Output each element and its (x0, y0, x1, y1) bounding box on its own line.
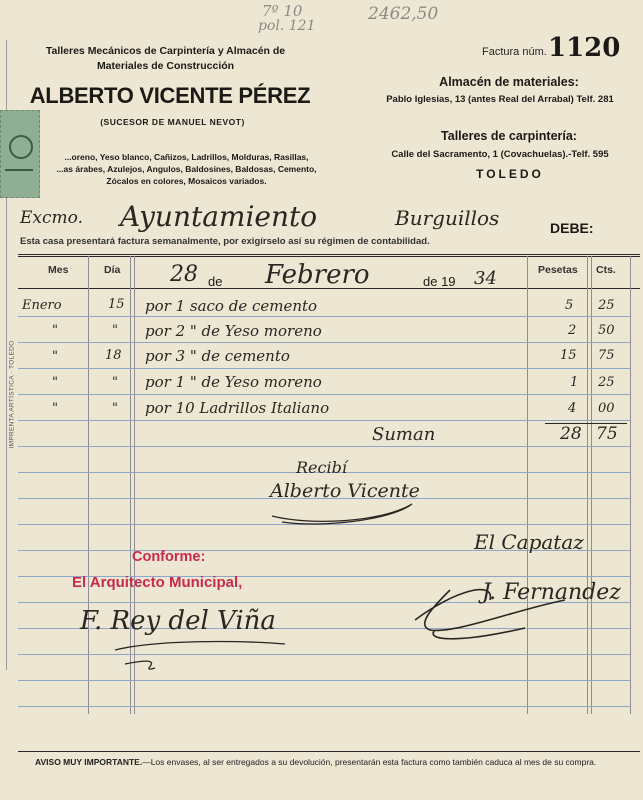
item-5-dia: " (112, 401, 118, 416)
table-top-rule (18, 254, 640, 255)
debe-label: DEBE: (550, 220, 594, 236)
stamp-conforme: Conforme: (132, 549, 206, 565)
side-print: IMPRENTA ARTÍSTICA · TOLEDO (8, 340, 16, 449)
workshop-address: Calle del Sacramento, 1 (Covachuelas).-Telf. 595 (391, 149, 609, 160)
footer-notice-bold: AVISO MUY IMPORTANTE. (35, 757, 143, 767)
item-3-desc: por 3 " de cemento (145, 347, 290, 365)
workshop-title: Talleres de carpintería: (441, 129, 577, 143)
header-line1: Talleres Mecánicos de Carpintería y Almacén de (45, 45, 286, 57)
table-top-rule-2 (18, 256, 640, 257)
successor-line: (SUCESOR DE MANUEL NEVOT) (100, 117, 245, 127)
col-header-cts: Cts. (596, 264, 616, 276)
item-4-desc: por 1 " de Yeso moreno (145, 373, 322, 391)
ledger-line (18, 680, 630, 681)
col-header-pesetas: Pesetas (538, 264, 578, 276)
total-cts: 75 (596, 424, 618, 444)
ledger-line (18, 706, 630, 707)
item-4-cts: 25 (598, 375, 615, 390)
ledger-line (18, 316, 630, 317)
col-divider-1 (88, 256, 89, 714)
item-4-pesetas: 1 (570, 375, 579, 390)
col-divider-5 (587, 256, 588, 714)
ledger-line (18, 394, 630, 395)
warehouse-title: Almacén de materiales: (439, 75, 579, 89)
item-1-pesetas: 5 (565, 298, 574, 313)
col-header-dia: Día (104, 264, 121, 276)
item-2-pesetas: 2 (568, 323, 577, 338)
recipient-prefix: Excmo. (20, 208, 83, 228)
item-4-dia: " (112, 375, 118, 390)
ledger-line (18, 342, 630, 343)
receipt-signature: Alberto Vicente (270, 480, 420, 502)
item-2-desc: por 2 " de Yeso moreno (145, 322, 322, 340)
pencil-note-top1: 7º 10 (262, 2, 303, 20)
item-1-desc: por 1 saco de cemento (145, 297, 318, 315)
footer-notice (35, 757, 635, 767)
col-header-mes: Mes (48, 264, 69, 276)
total-label: Suman (372, 424, 436, 445)
item-5-desc: por 10 Ladrillos Italiano (145, 399, 330, 417)
invoice-label: Factura núm. (482, 46, 547, 58)
company-name: ALBERTO VICENTE PÉREZ (29, 83, 311, 108)
products-line3: Zócalos en colores, Mosaicos variados. (106, 176, 267, 186)
capataz-flourish (395, 570, 575, 650)
item-3-cts: 75 (598, 348, 615, 363)
item-2-mes: " (52, 323, 58, 338)
products-line2: ...as árabes, Azulejos, Angulos, Baldosines, Baldosas, Cemento, (56, 164, 317, 174)
receipt-label: Recibí (296, 458, 347, 477)
item-1-mes: Enero (22, 298, 62, 313)
capataz-signature: J. Fernandez (482, 580, 621, 605)
architect-flourish (95, 630, 295, 680)
date-year: 34 (474, 268, 497, 289)
warehouse-address: Pablo Iglesias, 13 (antes Real del Arrabal) Telf. 281 (386, 94, 614, 105)
products-line1: ...oreno, Yeso blanco, Cañizos, Ladrillos, Molduras, Rasillas, (64, 152, 309, 162)
recipient-name: Ayuntamiento (120, 200, 318, 233)
item-5-pesetas: 4 (568, 401, 577, 416)
ledger-line (18, 368, 630, 369)
item-1-dia: 15 (108, 297, 125, 312)
col-divider-7 (630, 256, 631, 714)
capataz-label: El Capataz (474, 530, 584, 554)
col-divider-6 (591, 256, 592, 714)
item-3-dia: 18 (105, 348, 122, 363)
date-de2: de 19 (423, 274, 456, 289)
footer-rule (18, 751, 640, 752)
city: TOLEDO (476, 167, 544, 181)
item-4-mes: " (52, 375, 58, 390)
date-de1: de (208, 274, 223, 289)
revenue-stamp (0, 110, 40, 198)
item-1-cts: 25 (598, 298, 615, 313)
footer-notice-text: —Los envases, al ser entregados a su devolución, presentarán esta factura como también caduca al mes de su compra. (142, 757, 597, 767)
item-3-mes: " (52, 349, 58, 364)
invoice-number: 1120 (548, 33, 621, 63)
notice: Esta casa presentará factura semanalmente, por exigírselo así su régimen de contabilidad. (20, 236, 430, 247)
item-5-cts: 00 (598, 401, 615, 416)
receipt-flourish (262, 478, 422, 528)
pencil-note-amount: 2462,50 (368, 4, 439, 24)
item-5-mes: " (52, 401, 58, 416)
item-2-cts: 50 (598, 323, 615, 338)
pencil-note-top2: pol. 121 (258, 18, 316, 34)
date-month: Febrero (265, 260, 370, 290)
item-2-dia: " (112, 323, 118, 338)
date-day: 28 (170, 262, 198, 287)
ledger-line (18, 420, 630, 421)
header-line2: Materiales de Construcción (96, 60, 235, 72)
stamp-architect: El Arquitecto Municipal, (72, 574, 243, 591)
ledger-line (18, 446, 630, 447)
item-3-pesetas: 15 (560, 348, 577, 363)
recipient-town: Burguillos (395, 206, 500, 230)
architect-signature: F. Rey del Viña (80, 606, 276, 636)
total-pesetas: 28 (560, 424, 582, 444)
